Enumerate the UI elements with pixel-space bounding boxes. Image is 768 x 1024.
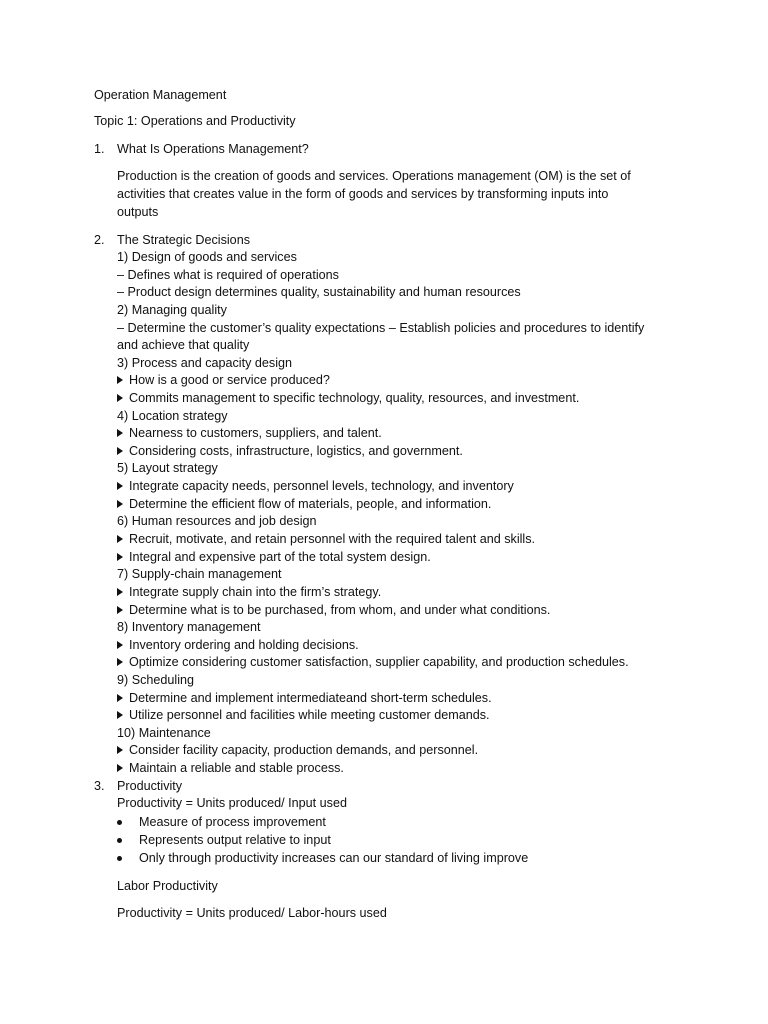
triangle-bullet-item <box>117 496 491 513</box>
bullet-text: Only through productivity increases can our standard of living improve <box>139 851 529 865</box>
triangle-bullet-item <box>117 531 535 548</box>
topic-heading: Topic 1: Operations and Productivity <box>94 114 296 128</box>
triangle-bullet-icon <box>117 553 123 561</box>
triangle-bullet-icon <box>117 429 123 437</box>
decision-heading: 7) Supply-chain management <box>117 567 282 581</box>
decision-heading: 6) Human resources and job design <box>117 514 317 528</box>
decision-heading: 5) Layout strategy <box>117 461 218 475</box>
triangle-bullet-item <box>117 425 382 442</box>
triangle-bullet-item <box>117 549 431 566</box>
bullet-text: Measure of process improvement <box>139 815 326 829</box>
decision-detail: – Determine the customer’s quality expectations – Establish policies and procedures to identify <box>117 321 645 335</box>
bullet-text: Represents output relative to input <box>139 833 331 847</box>
triangle-bullet-item <box>117 760 344 777</box>
decision-heading: 3) Process and capacity design <box>117 356 293 370</box>
decision-heading: 8) Inventory management <box>117 620 261 634</box>
triangle-bullet-item <box>117 478 514 495</box>
decision-detail: – Defines what is required of operations <box>117 268 339 282</box>
triangle-bullet-item <box>117 742 478 759</box>
section-1-number: 1. <box>94 142 105 156</box>
decision-heading: 9) Scheduling <box>117 673 195 687</box>
triangle-bullet-icon <box>117 500 123 508</box>
section-1-paragraph-line: outputs <box>117 205 159 219</box>
triangle-bullet-icon <box>117 711 123 719</box>
triangle-bullet-item <box>117 372 330 389</box>
section-3-heading: Productivity <box>117 779 183 793</box>
bullet-text: Inventory ordering and holding decisions. <box>129 638 359 652</box>
decision-detail: – Product design determines quality, sustainability and human resources <box>117 285 521 299</box>
decision-detail: and achieve that quality <box>117 338 250 352</box>
section-2-heading: The Strategic Decisions <box>117 233 250 247</box>
decision-heading: 2) Managing quality <box>117 303 227 317</box>
decision-heading: 1) Design of goods and services <box>117 250 297 264</box>
bullet-text: Consider facility capacity, production demands, and personnel. <box>129 743 479 757</box>
section-1-heading: What Is Operations Management? <box>117 142 309 156</box>
section-1-paragraph-line: Production is the creation of goods and services. Operations management (OM) is the set of <box>117 169 631 183</box>
triangle-bullet-item <box>117 654 629 671</box>
bullet-text: Optimize considering customer satisfaction, supplier capability, and production schedules. <box>129 655 629 669</box>
triangle-bullet-icon <box>117 535 123 543</box>
bullet-dot-icon <box>117 838 122 843</box>
bullet-text: How is a good or service produced? <box>129 373 330 387</box>
triangle-bullet-icon <box>117 746 123 754</box>
triangle-bullet-icon <box>117 606 123 614</box>
section-2-number: 2. <box>94 233 105 247</box>
triangle-bullet-icon <box>117 641 123 649</box>
bullet-text: Determine and implement intermediateand short-term schedules. <box>129 691 492 705</box>
decision-heading: 4) Location strategy <box>117 409 228 423</box>
bullet-text: Recruit, motivate, and retain personnel with the required talent and skills. <box>129 532 536 546</box>
triangle-bullet-icon <box>117 694 123 702</box>
productivity-formula: Productivity = Units produced/ Input used <box>117 796 347 810</box>
triangle-bullet-item <box>117 390 579 407</box>
triangle-bullet-item <box>117 637 359 654</box>
triangle-bullet-icon <box>117 658 123 666</box>
bullet-text: Determine what is to be purchased, from whom, and under what conditions. <box>129 603 551 617</box>
bullet-text: Utilize personnel and facilities while meeting customer demands. <box>129 708 490 722</box>
section-1-paragraph-line: activities that creates value in the form of goods and services by transforming inputs into <box>117 187 609 201</box>
triangle-bullet-icon <box>117 482 123 490</box>
bullet-dot-icon <box>117 820 122 825</box>
bullet-text: Integrate supply chain into the firm’s strategy. <box>129 585 382 599</box>
bullet-dot-icon <box>117 856 122 861</box>
labor-productivity-formula: Productivity = Units produced/ Labor-hours used <box>117 906 387 920</box>
labor-productivity-heading: Labor Productivity <box>117 879 218 893</box>
triangle-bullet-icon <box>117 588 123 596</box>
triangle-bullet-item <box>117 602 550 619</box>
bullet-text: Nearness to customers, suppliers, and talent. <box>129 426 382 440</box>
triangle-bullet-item <box>117 443 463 460</box>
triangle-bullet-icon <box>117 376 123 384</box>
bullet-text: Integral and expensive part of the total system design. <box>129 550 431 564</box>
bullet-text: Integrate capacity needs, personnel levels, technology, and inventory <box>129 479 514 493</box>
triangle-bullet-icon <box>117 764 123 772</box>
bullet-text: Commits management to specific technology, quality, resources, and investment. <box>129 391 580 405</box>
triangle-bullet-item <box>117 584 381 601</box>
bullet-text: Maintain a reliable and stable process. <box>129 761 344 775</box>
triangle-bullet-item <box>117 707 490 724</box>
triangle-bullet-icon <box>117 394 123 402</box>
bullet-text: Determine the efficient flow of materials, people, and information. <box>129 497 492 511</box>
triangle-bullet-icon <box>117 447 123 455</box>
decision-heading: 10) Maintenance <box>117 726 211 740</box>
bullet-text: Considering costs, infrastructure, logistics, and government. <box>129 444 463 458</box>
document-title: Operation Management <box>94 88 227 102</box>
triangle-bullet-item <box>117 690 492 707</box>
section-3-number: 3. <box>94 779 105 793</box>
